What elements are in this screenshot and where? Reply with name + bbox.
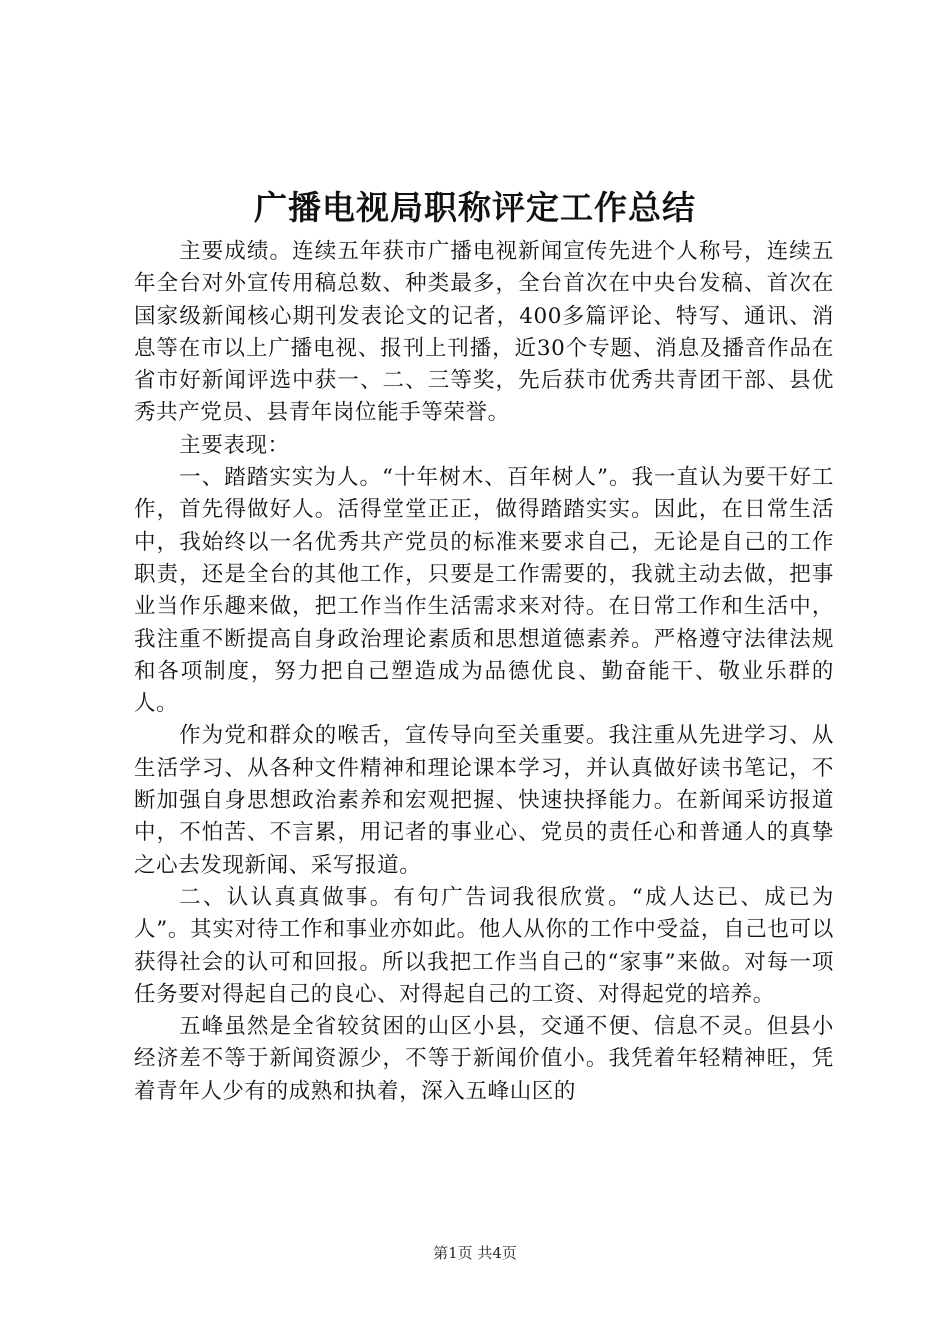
paragraph-propaganda: 作为党和群众的喉舌，宣传导向至关重要。我注重从先进学习、从生活学习、从各种文件精神和理论课本学习，并认真做好读书笔记，不断加强自身思想政治素养和宏观把握、快速抉择能力。在新闻采访报道中，不怕苦、不言累，用记者的事业心、党员的责任心和普通人的真挚之心去发现新闻、采写报道。 [134,723,834,878]
paragraph-section-one: 一、踏踏实实为人。“十年树木、百年树人”。我一直认为要干好工作，首先得做好人。活得堂堂正正，做得踏踏实实。因此，在日常生活中，我始终以一名优秀共产党员的标准来要求自己，无论是自己的工作职责，还是全台的其他工作，只要是工作需要的，我就主动去做，把事业当作乐趣来做，把工作当作生活需求来对待。在日常工作和生活中，我注重不断提高自身政治理论素质和思想道德素养。严格遵守法律法规和各项制度，努力把自己塑造成为品德优良、勤奋能干、敬业乐群的人。 [134,465,834,717]
paragraph-wufeng: 五峰虽然是全省较贫困的山区小县，交通不便、信息不灵。但县小经济差不等于新闻资源少，不等于新闻价值小。我凭着年轻精神旺，凭着青年人少有的成熟和执着，深入五峰山区的 [134,1014,834,1104]
document-body [134,236,834,1108]
paragraph-main-performance-heading: 主要表现： [179,432,290,458]
paragraph-main-achievements: 主要成绩。连续五年获市广播电视新闻宣传先进个人称号，连续五年全台对外宣传用稿总数、种类最多，全台首次在中央台发稿、首次在国家级新闻核心期刊发表论文的记者，400多篇评论、特写、通讯、消息等在市以上广播电视、报刊上刊播，近30个专题、消息及播音作品在省市好新闻评选中获一、二、三等奖，先后获市优秀共青团干部、县优秀共产党员、县青年岗位能手等荣誉。 [134,239,834,426]
document-title: 广播电视局职称评定工作总结 [254,188,696,227]
paragraph-section-two: 二、认认真真做事。有句广告词我很欣赏。“成人达已、成已为人”。其实对待工作和事业亦如此。他人从你的工作中受益，自己也可以获得社会的认可和回报。所以我把工作当自己的“家事”来做。对每一项任务要对得起自己的良心、对得起自己的工资、对得起党的培养。 [134,884,834,1007]
page-number-footer: 第1页 共4页 [433,1244,517,1262]
